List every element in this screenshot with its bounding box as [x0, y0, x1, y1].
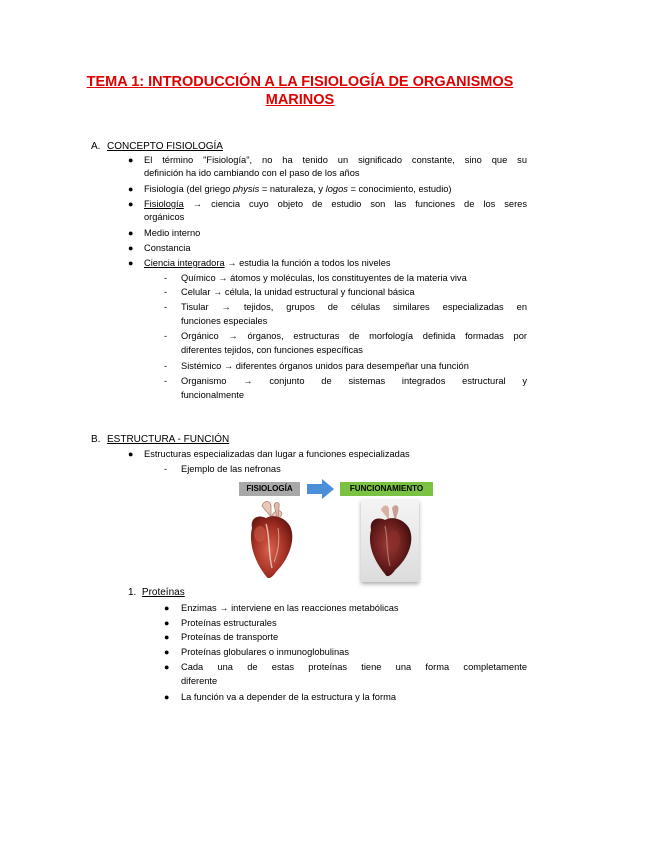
dash-icon: -: [164, 273, 168, 283]
heart-anatomical-icon: [244, 500, 299, 582]
dash-icon: -: [164, 464, 168, 474]
list-item: Proteínas estructurales: [181, 618, 277, 628]
term: Fisiología: [144, 199, 184, 209]
list-item: Estructuras especializadas dan lugar a funciones especializadas: [144, 449, 410, 459]
list-item-cont: definición ha ido cambiando con el paso de los años: [144, 168, 360, 178]
sub-item-cont: funcionalmente: [181, 390, 245, 400]
bullet-icon: ●: [128, 228, 134, 238]
figure-label-fisiologia: FISIOLOGÍA: [239, 482, 300, 496]
page-title-line1: TEMA 1: INTRODUCCIÓN A LA FISIOLOGÍA DE ORGANISMOS: [86, 74, 514, 90]
list-item: El término "Fisiología", no ha tenido un significado constante, sino que su: [144, 155, 527, 165]
bullet-icon: ●: [128, 155, 134, 165]
section-b-heading: [91, 433, 229, 446]
bullet-icon: ●: [164, 632, 170, 642]
dash-icon: -: [164, 302, 168, 312]
bullet-icon: ●: [128, 449, 134, 459]
bullet-icon: ●: [128, 199, 134, 209]
sub-item: Químico → átomos y moléculas, los constituyentes de la materia viva: [181, 273, 467, 283]
text: → ciencia cuyo objeto de estudio son las funciones de los seres: [183, 199, 527, 209]
bullet-icon: ●: [164, 603, 170, 613]
dash-icon: -: [164, 361, 168, 371]
list-item: La función va a depender de la estructura y la forma: [181, 692, 396, 702]
sub-item: Ejemplo de las nefronas: [181, 464, 281, 474]
text: = conocimiento, estudio): [347, 184, 452, 194]
dash-icon: -: [164, 287, 168, 297]
bullet-icon: ●: [128, 243, 134, 253]
list-number: 1.: [128, 587, 137, 598]
list-item: Cada una de estas proteínas tiene una forma completamente: [181, 662, 527, 672]
section-a-title: CONCEPTO FISIOLOGÍA: [107, 141, 223, 152]
text: → estudia la función a todos los niveles: [224, 258, 391, 268]
page-title-line2: MARINOS: [265, 92, 335, 108]
section-a-letter: A.: [91, 141, 101, 152]
list-item: Enzimas → interviene en las reacciones metabólicas: [181, 603, 399, 613]
right-arrow-icon: [307, 479, 334, 499]
sub-item: Orgánico → órganos, estructuras de morfología definida formadas por: [181, 331, 527, 341]
term: Ciencia integradora: [144, 258, 225, 268]
text: Fisiología (del griego: [144, 184, 233, 194]
text: = naturaleza, y: [259, 184, 326, 194]
text-italic: logos: [325, 184, 348, 194]
section-b-title: ESTRUCTURA - FUNCIÓN: [107, 434, 230, 445]
list-item-cont: diferente: [181, 676, 218, 686]
bullet-icon: ●: [164, 647, 170, 657]
sub-item: Sistémico → diferentes órganos unidos para desempeñar una función: [181, 361, 469, 371]
sub-item: Organismo → conjunto de sistemas integrados estructural y: [181, 376, 527, 386]
sub-item-cont: diferentes tejidos, con funciones específicas: [181, 345, 363, 355]
sub-item-cont: funciones especiales: [181, 316, 268, 326]
bullet-icon: ●: [164, 692, 170, 702]
proteinas-heading: [128, 587, 185, 599]
bullet-icon: ●: [164, 662, 170, 672]
heart-photo-frame: [361, 500, 419, 582]
dash-icon: -: [164, 331, 168, 341]
list-item: [144, 257, 391, 269]
list-item: [144, 198, 527, 210]
sub-item: Tisular → tejidos, grupos de células similares especializadas en: [181, 302, 527, 312]
list-item: Medio interno: [144, 228, 201, 238]
heart-photo-icon: [361, 500, 419, 582]
list-item: Proteínas globulares o inmunoglobulinas: [181, 647, 349, 657]
text-italic: physis: [232, 184, 260, 194]
list-item-cont: orgánicos: [144, 212, 185, 222]
bullet-icon: ●: [164, 618, 170, 628]
figure-label-funcionamiento: FUNCIONAMIENTO: [340, 482, 433, 496]
dash-icon: -: [164, 376, 168, 386]
section-a-heading: [91, 140, 223, 153]
list-item: Proteínas de transporte: [181, 632, 279, 642]
list-item: [144, 183, 452, 195]
section-title: Proteínas: [141, 587, 185, 598]
section-b-letter: B.: [91, 434, 101, 445]
sub-item: Celular → célula, la unidad estructural y funcional básica: [181, 287, 415, 297]
bullet-icon: ●: [128, 258, 134, 268]
list-item: Constancia: [144, 243, 191, 253]
bullet-icon: ●: [128, 184, 134, 194]
